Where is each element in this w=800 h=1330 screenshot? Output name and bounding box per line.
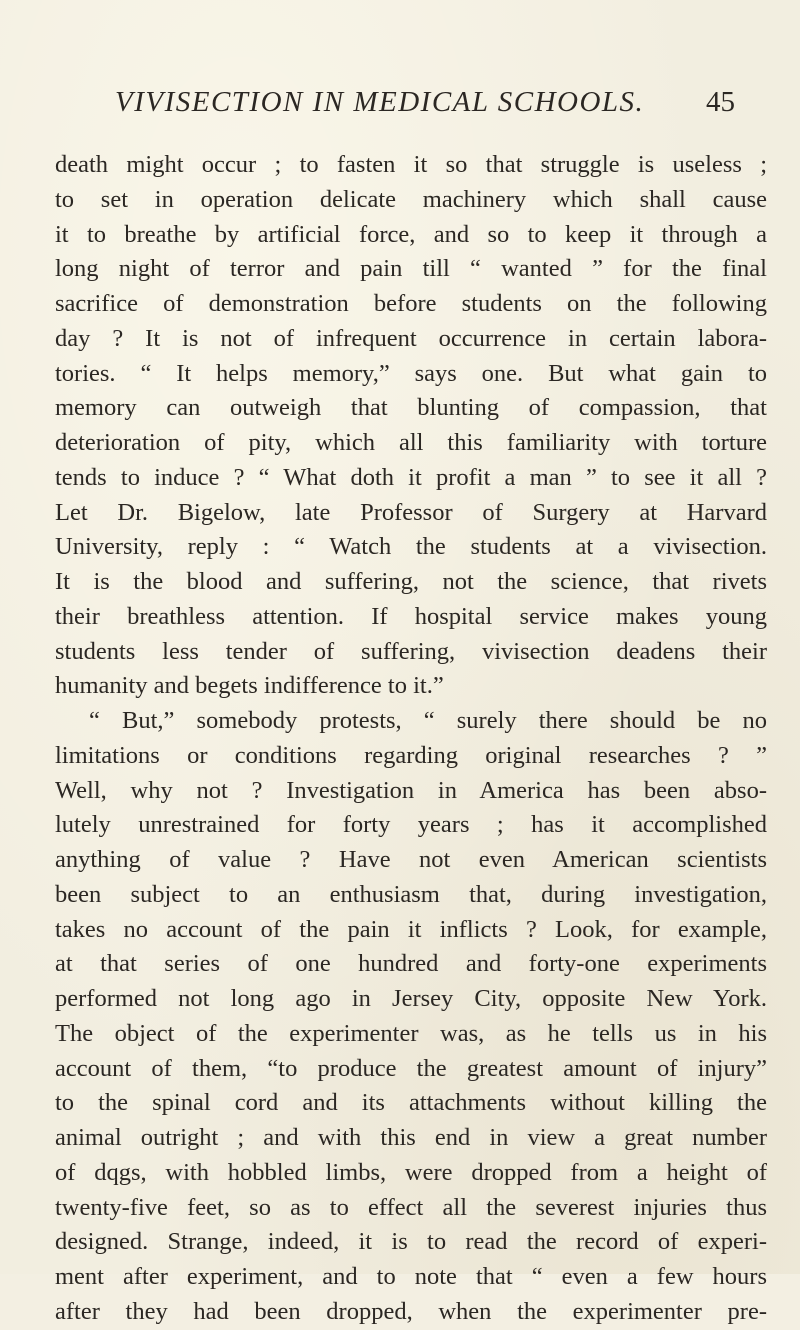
text-line: takes no account of the pain it inflicts ? Look, for example, [55, 915, 767, 943]
text-line: Let Dr. Bigelow, late Professor of Surgery at Harvard [55, 498, 767, 526]
text-line: day ? It is not of infrequent occurrence in certain labora- [55, 324, 767, 352]
text-line: to the spinal cord and its attachments without killing the [55, 1089, 767, 1117]
paragraph-end-line: humanity and begets indifference to it.” [55, 672, 444, 700]
text-line: memory can outweigh that blunting of compassion, that [55, 394, 767, 422]
text-line: sacrifice of demonstration before students on the following [55, 290, 767, 317]
text-line: their breathless attention. If hospital service makes young [55, 602, 767, 630]
text-line: twenty-five feet, so as to effect all the severest injuries thus [55, 1193, 767, 1221]
text-line: The object of the experimenter was, as he tells us in his [55, 1019, 767, 1047]
text-line: been subject to an enthusiasm that, during investigation, [55, 880, 767, 908]
text-line: tends to induce ? “ What doth it profit a man ” to see it all ? [55, 463, 767, 491]
text-line: It is the blood and suffering, not the science, that rivets [55, 568, 767, 595]
text-line: death might occur ; to fasten it so that struggle is useless ; [55, 151, 767, 178]
text-line: of dqgs, with hobbled limbs, were dropped from a height of [55, 1158, 767, 1186]
text-line: anything of value ? Have not even American scientists [55, 846, 767, 873]
page-number: 45 [706, 86, 735, 118]
paragraph-start-line: “ But,” somebody protests, “ surely there should be no [89, 707, 767, 734]
text-line: to set in operation delicate machinery which shall cause [55, 185, 767, 213]
text-line: ment after experiment, and to note that “ even a few hours [55, 1263, 767, 1290]
text-line: limitations or conditions regarding original researches ? ” [55, 741, 767, 769]
text-line: after they had been dropped, when the experimenter pre- [55, 1297, 767, 1325]
text-line: it to breathe by artificial force, and so to keep it through a [55, 220, 767, 248]
running-title: VIVISECTION IN MEDICAL SCHOOLS. [115, 86, 645, 118]
text-line: Well, why not ? Investigation in America has been abso- [55, 776, 767, 804]
text-line: at that series of one hundred and forty-one experiments [55, 950, 767, 978]
body-text [55, 148, 767, 1330]
text-line: long night of terror and pain till “ wanted ” for the final [55, 255, 767, 283]
text-line: tories. “ It helps memory,” says one. But what gain to [55, 359, 767, 387]
text-line: designed. Strange, indeed, it is to read the record of experi- [55, 1228, 767, 1256]
text-line: animal outright ; and with this end in view a great number [55, 1124, 767, 1151]
text-line: University, reply : “ Watch the students at a vivisection. [55, 533, 767, 561]
text-line: deterioration of pity, which all this familiarity with torture [55, 429, 767, 456]
text-line: lutely unrestrained for forty years ; has it accomplished [55, 811, 767, 839]
text-line: students less tender of suffering, vivisection deadens their [55, 637, 767, 665]
page-header [115, 86, 735, 126]
text-line: account of them, “to produce the greatest amount of injury” [55, 1054, 767, 1082]
text-line: performed not long ago in Jersey City, opposite New York. [55, 985, 767, 1012]
